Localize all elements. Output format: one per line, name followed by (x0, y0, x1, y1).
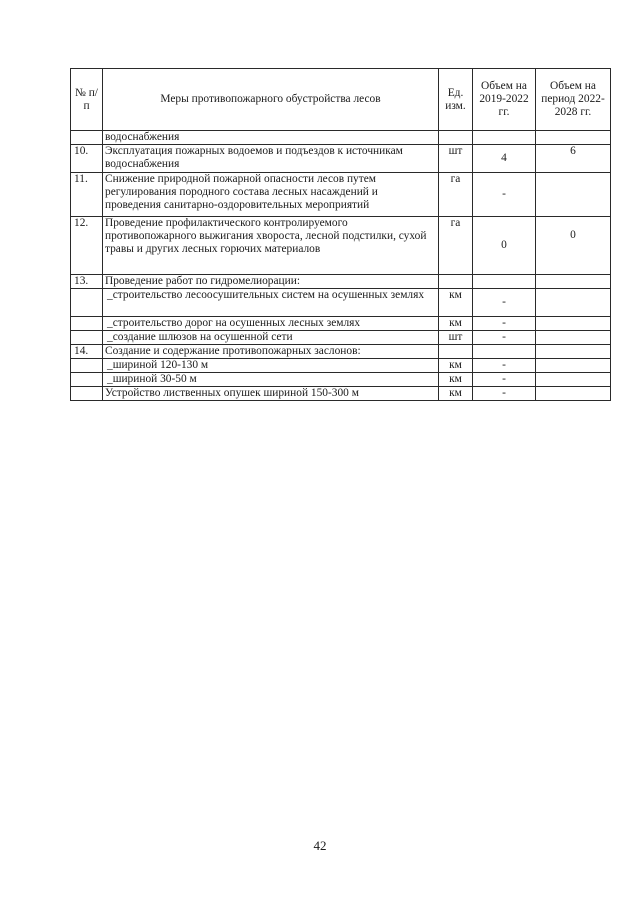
row-volume-1: - (473, 359, 536, 373)
row-volume-1: - (473, 331, 536, 345)
row-num: 12. (71, 217, 103, 275)
row-volume-1: - (473, 373, 536, 387)
row-num (71, 373, 103, 387)
row-measure: _создание шлюзов на осушенной сети (103, 331, 439, 345)
row-volume-2 (536, 173, 611, 217)
row-volume-2 (536, 387, 611, 401)
row-volume-2: 0 (536, 217, 611, 275)
row-volume-1 (473, 345, 536, 359)
row-volume-1: - (473, 173, 536, 217)
table-row (71, 289, 611, 317)
row-volume-1 (473, 275, 536, 289)
row-volume-1: - (473, 317, 536, 331)
table-row (71, 387, 611, 401)
row-volume-1 (473, 131, 536, 145)
header-measure: Меры противопожарного обустройства лесов (103, 69, 439, 131)
row-measure: Снижение природной пожарной опасности лесов путем регулирования породного состава лесных насаждений и проведения санитарно-оздоровительных мероприятий (103, 173, 439, 217)
row-measure: Проведение профилактического контролируемого противопожарного выжигания хвороста, лесной подстилки, сухой травы и других лесных горючих материалов (103, 217, 439, 275)
row-measure: _шириной 120-130 м (103, 359, 439, 373)
row-volume-1: - (473, 289, 536, 317)
header-volume-2022-2028: Объем на период 2022-2028 гг. (536, 69, 611, 131)
row-num: 11. (71, 173, 103, 217)
row-unit (439, 275, 473, 289)
row-measure: водоснабжения (103, 131, 439, 145)
row-volume-2 (536, 131, 611, 145)
row-unit: км (439, 289, 473, 317)
row-num (71, 289, 103, 317)
row-num (71, 131, 103, 145)
row-measure: _строительство дорог на осушенных лесных землях (103, 317, 439, 331)
row-volume-1: 0 (473, 217, 536, 275)
row-volume-1: 4 (473, 145, 536, 173)
row-num (71, 359, 103, 373)
row-num: 10. (71, 145, 103, 173)
row-unit: км (439, 373, 473, 387)
row-volume-2 (536, 331, 611, 345)
row-num (71, 387, 103, 401)
row-unit: га (439, 217, 473, 275)
row-measure: Проведение работ по гидромелиорации: (103, 275, 439, 289)
row-measure: Эксплуатация пожарных водоемов и подъездов к источникам водоснабжения (103, 145, 439, 173)
row-num: 13. (71, 275, 103, 289)
row-unit (439, 131, 473, 145)
table-row (71, 331, 611, 345)
row-measure: Устройство лиственных опушек шириной 150-300 м (103, 387, 439, 401)
row-unit: шт (439, 145, 473, 173)
table-row (71, 173, 611, 217)
table-row (71, 345, 611, 359)
table-row (71, 131, 611, 145)
row-unit: км (439, 387, 473, 401)
table-row (71, 217, 611, 275)
fire-measures-table (70, 68, 611, 401)
row-volume-1: - (473, 387, 536, 401)
table-row (71, 359, 611, 373)
row-volume-2 (536, 345, 611, 359)
row-volume-2 (536, 289, 611, 317)
row-volume-2: 6 (536, 145, 611, 173)
table-row (71, 317, 611, 331)
row-volume-2 (536, 359, 611, 373)
row-unit: шт (439, 331, 473, 345)
row-measure: _шириной 30-50 м (103, 373, 439, 387)
row-volume-2 (536, 317, 611, 331)
row-num: 14. (71, 345, 103, 359)
header-volume-2019-2022: Объем на 2019-2022 гг. (473, 69, 536, 131)
row-num (71, 317, 103, 331)
header-unit: Ед. изм. (439, 69, 473, 131)
row-unit: га (439, 173, 473, 217)
row-unit: км (439, 359, 473, 373)
row-num (71, 331, 103, 345)
row-measure: Создание и содержание противопожарных заслонов: (103, 345, 439, 359)
row-measure: _строительство лесоосушительных систем на осушенных землях (103, 289, 439, 317)
table-row (71, 275, 611, 289)
table-header-row (71, 69, 611, 131)
row-volume-2 (536, 275, 611, 289)
table-row (71, 145, 611, 173)
row-unit: км (439, 317, 473, 331)
header-num: № п/п (71, 69, 103, 131)
table-row (71, 373, 611, 387)
page-number: 42 (313, 838, 327, 853)
row-volume-2 (536, 373, 611, 387)
row-unit (439, 345, 473, 359)
